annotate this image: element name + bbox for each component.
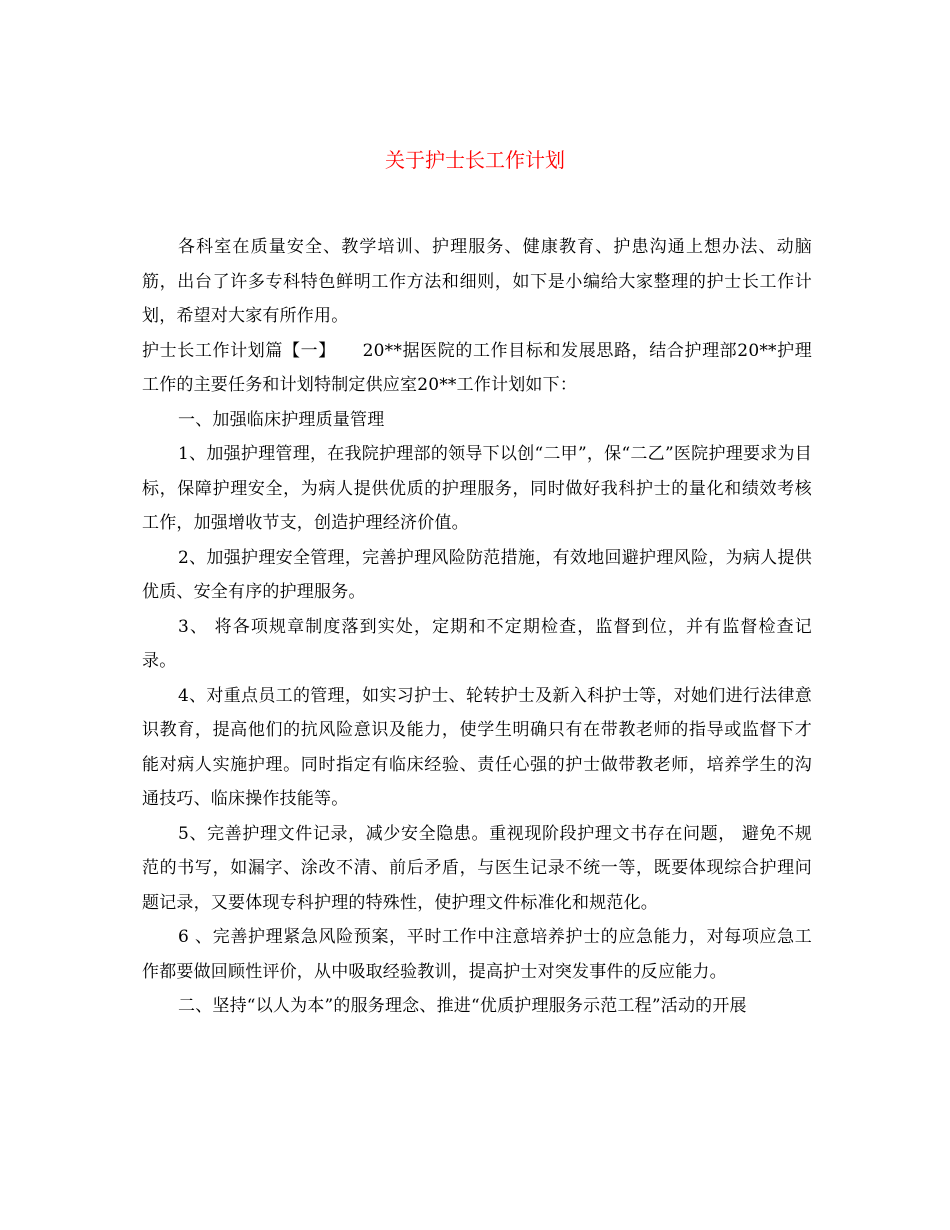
intro-paragraph: 各科室在质量安全、教学培训、护理服务、健康教育、护患沟通上想办法、动脑筋，出台了许多专科特色鲜明工作方法和细则，如下是小编给大家整理的护士长工作计划，希望对大家有所作用。	[142, 237, 812, 326]
item-3-paragraph: 3、 将各项规章制度落到实处，定期和不定期检查，监督到位，并有监督检查记录。	[142, 616, 812, 671]
document-title: 关于护士长工作计划	[385, 148, 565, 172]
document-body	[142, 230, 812, 1024]
item-6-paragraph: 6 、完善护理紧急风险预案，平时工作中注意培养护士的应急能力，对每项应急工作都要做回顾性评价，从中吸取经验教训，提高护士对突发事件的反应能力。	[142, 927, 812, 982]
item-4-paragraph: 4、对重点员工的管理，如实习护士、轮转护士及新入科护士等，对她们进行法律意识教育，提高他们的抗风险意识及能力，使学生明确只有在带教老师的指导或监督下才能对病人实施护理。同时指定有临床经验、责任心强的护士做带教老师，培养学生的沟通技巧、临床操作技能等。	[142, 685, 812, 809]
section-heading-paragraph: 护士长工作计划篇【一】 20**据医院的工作目标和发展思路，结合护理部20**护理工作的主要任务和计划特制定供应室20**工作计划如下：	[142, 340, 812, 395]
section-one-heading: 一、加强临床护理质量管理	[178, 409, 385, 430]
item-5-paragraph: 5、完善护理文件记录，减少安全隐患。重视现阶段护理文书存在问题， 避免不规范的书写，如漏字、涂改不清、前后矛盾，与医生记录不统一等，既要体现综合护理问题记录，又要体现专科护理的特殊性，使护理文件标准化和规范化。	[142, 823, 812, 913]
item-2-paragraph: 2、加强护理安全管理，完善护理风险防范措施，有效地回避护理风险，为病人提供优质、安全有序的护理服务。	[142, 547, 812, 602]
item-1-paragraph: 1、加强护理管理，在我院护理部的领导下以创“二甲”，保“二乙”医院护理要求为目标，保障护理安全，为病人提供优质的护理服务，同时做好我科护士的量化和绩效考核工作，加强增收节支，创造护理经济价值。	[142, 444, 812, 533]
section-two-heading: 二、坚持“以人为本”的服务理念、推进“优质护理服务示范工程”活动的开展	[178, 996, 747, 1016]
